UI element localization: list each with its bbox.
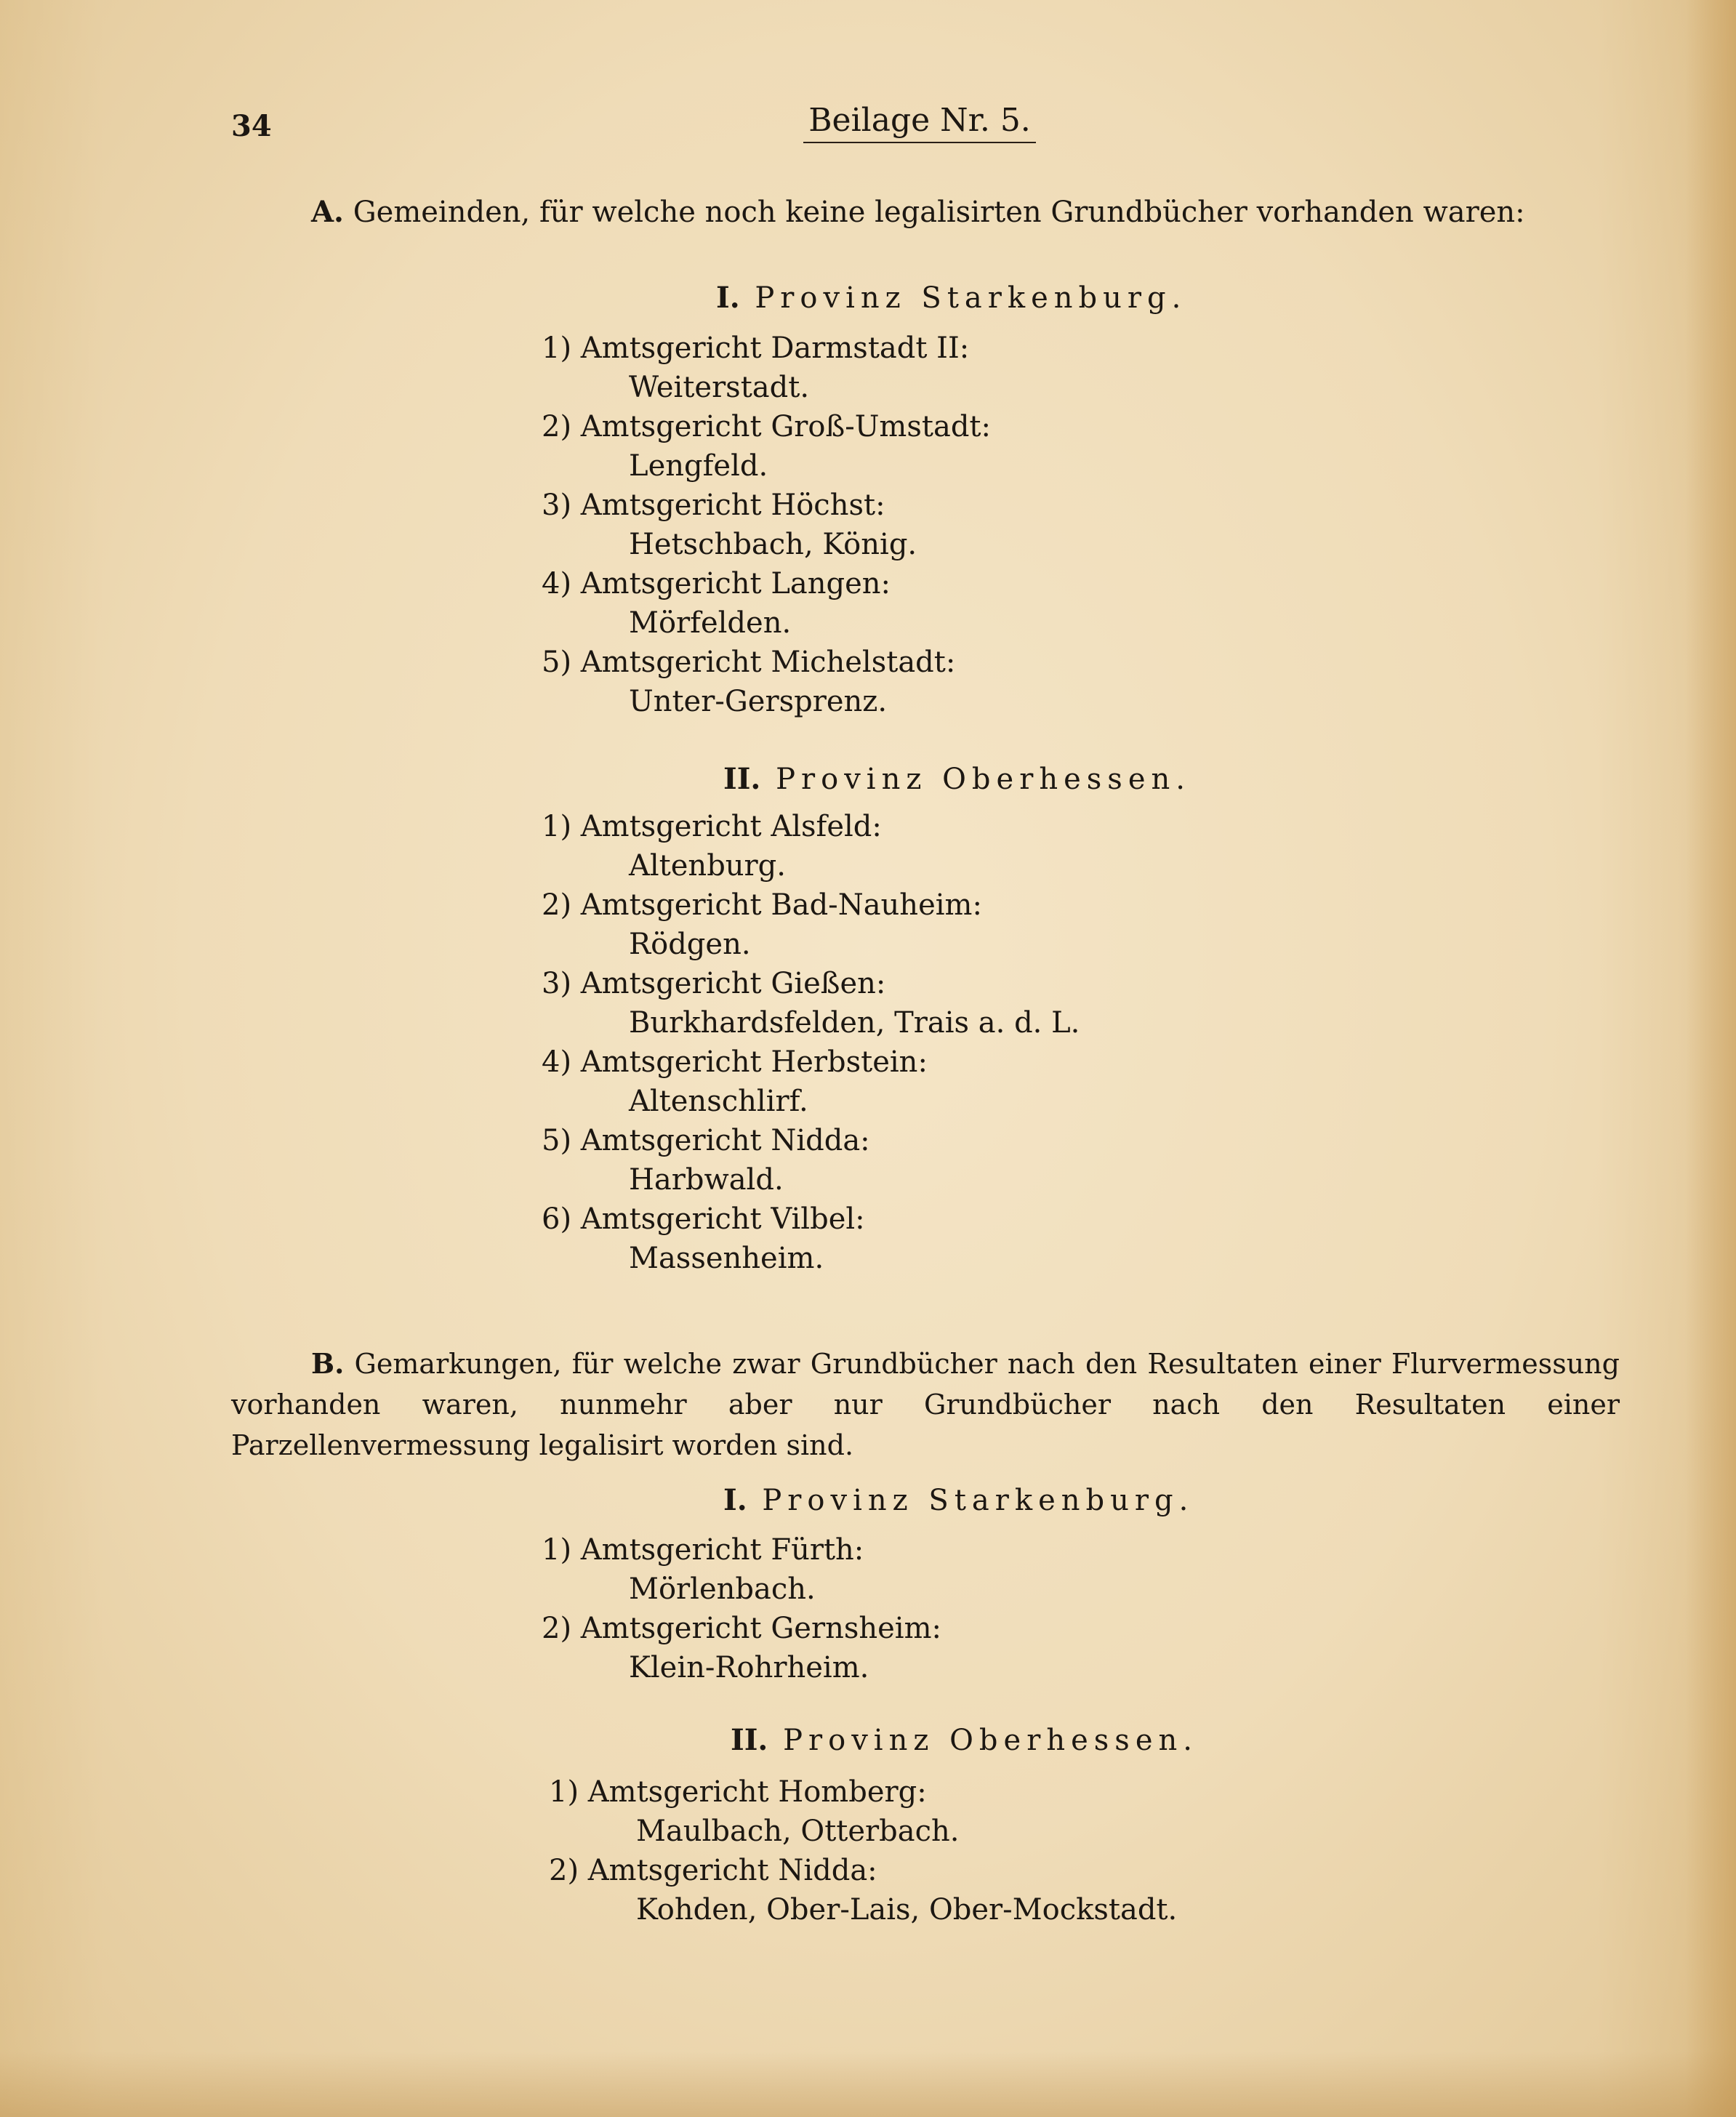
list-item: [542, 1200, 1080, 1278]
province-roman: II.: [723, 762, 761, 796]
section-b-province-2-title: [731, 1723, 1198, 1757]
list-item: [542, 885, 1080, 964]
court-places: Klein-Rohrheim.: [629, 1651, 869, 1684]
court-places: Rödgen.: [629, 928, 751, 961]
province-roman: I.: [723, 1483, 747, 1517]
list-item: [542, 964, 1080, 1043]
court-name: 5) Amtsgericht Nidda:: [542, 1124, 870, 1157]
court-places: Mörlenbach.: [629, 1572, 816, 1606]
court-name: 3) Amtsgericht Gießen:: [542, 967, 886, 1000]
court-name: 6) Amtsgericht Vilbel:: [542, 1202, 865, 1236]
section-a-heading-text: Gemeinden, für welche noch keine legalisirten Grundbücher vorhanden waren:: [353, 196, 1525, 229]
province-roman: I.: [716, 281, 740, 315]
section-a-province-1-title: [716, 281, 1186, 315]
court-places: Lengfeld.: [629, 449, 768, 483]
court-places: Harbwald.: [629, 1163, 784, 1197]
section-b-mark: B.: [311, 1347, 345, 1380]
list-item: [542, 486, 991, 564]
province-name: Provinz Starkenburg.: [755, 281, 1187, 315]
list-item: [542, 1609, 941, 1687]
court-places: Altenburg.: [629, 849, 786, 883]
province-roman: II.: [731, 1723, 768, 1757]
paper-bottom-shading: [0, 2052, 1736, 2117]
section-a-province-2-courts: [542, 807, 1080, 1278]
list-item: [549, 1851, 1177, 1929]
court-places: Altenschlirf.: [629, 1085, 808, 1118]
section-a-province-2-title: [723, 762, 1191, 796]
list-item: [542, 1043, 1080, 1121]
court-name: 2) Amtsgericht Nidda:: [549, 1854, 877, 1887]
list-item: [542, 1121, 1080, 1200]
list-item: [542, 407, 991, 486]
page-number: 34: [231, 109, 272, 143]
list-item: [542, 643, 991, 721]
court-places: Weiterstadt.: [629, 371, 810, 404]
court-name: 1) Amtsgericht Fürth:: [542, 1533, 864, 1567]
section-b-province-2-courts: [549, 1772, 1177, 1929]
court-places: Massenheim.: [629, 1242, 824, 1275]
court-places: Hetschbach, König.: [629, 528, 917, 561]
court-name: 2) Amtsgericht Bad-Nauheim:: [542, 888, 982, 922]
court-places: Mörfelden.: [629, 606, 792, 640]
list-item: [542, 329, 991, 407]
court-name: 4) Amtsgericht Herbstein:: [542, 1045, 928, 1079]
section-b-province-1-title: [723, 1483, 1194, 1517]
section-b-heading: [231, 1343, 1620, 1466]
court-places: Burkhardsfelden, Trais a. d. L.: [629, 1006, 1080, 1040]
court-name: 1) Amtsgericht Homberg:: [549, 1775, 927, 1809]
court-name: 1) Amtsgericht Alsfeld:: [542, 810, 882, 843]
province-name: Provinz Oberhessen.: [783, 1724, 1198, 1757]
court-places: Kohden, Ober-Lais, Ober-Mockstadt.: [636, 1893, 1178, 1927]
running-head: Beilage Nr. 5.: [803, 102, 1036, 143]
paper-edge-shading: [1685, 0, 1736, 2117]
court-name: 5) Amtsgericht Michelstadt:: [542, 646, 956, 679]
court-places: Unter-Gersprenz.: [629, 685, 888, 718]
court-name: 2) Amtsgericht Gernsheim:: [542, 1612, 941, 1645]
province-name: Provinz Starkenburg.: [762, 1484, 1194, 1517]
court-name: 3) Amtsgericht Höchst:: [542, 489, 885, 522]
section-b-province-1-courts: [542, 1530, 941, 1687]
list-item: [542, 1530, 941, 1609]
court-name: 4) Amtsgericht Langen:: [542, 567, 891, 600]
list-item: [542, 807, 1080, 885]
province-name: Provinz Oberhessen.: [776, 763, 1191, 796]
section-b-heading-text: Gemarkungen, für welche zwar Grundbücher nach den Resultaten einer Flurvermessung vorhanden waren, nunmehr aber nur Grundbücher nach den Resultaten einer Parzellenvermessung legalisirt worden sind.: [231, 1348, 1620, 1461]
court-name: 2) Amtsgericht Groß-Umstadt:: [542, 410, 991, 443]
list-item: [542, 564, 991, 643]
court-places: Maulbach, Otterbach.: [636, 1815, 960, 1848]
section-a-province-1-courts: [542, 329, 991, 721]
court-name: 1) Amtsgericht Darmstadt II:: [542, 332, 970, 365]
section-a-mark: A.: [311, 195, 344, 229]
list-item: [549, 1772, 1177, 1851]
section-a-heading: [311, 195, 1525, 229]
